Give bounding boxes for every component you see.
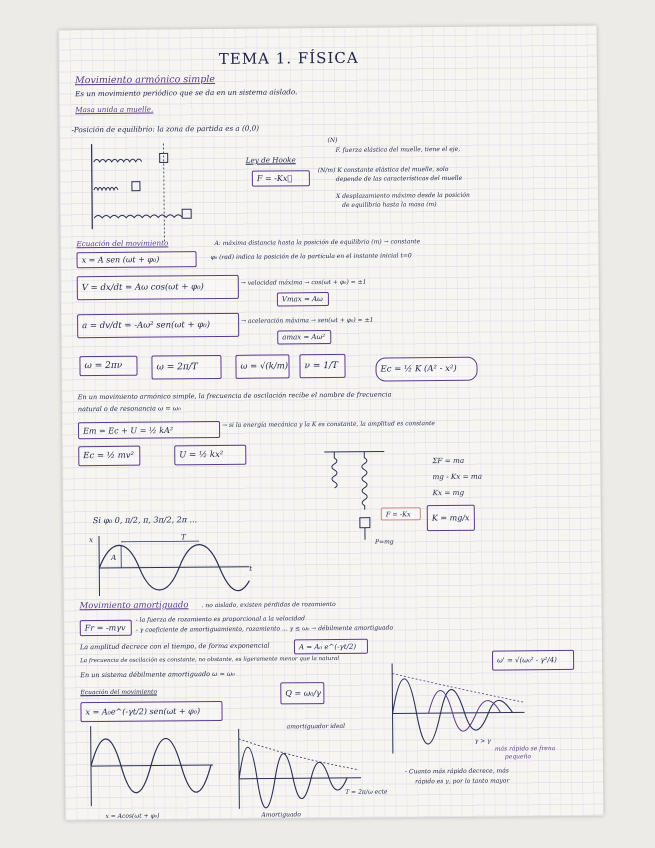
gamma-comparison: γ > γ bbox=[474, 737, 491, 745]
conclusion-line-2: rápido es γ, por lo tanto mayor bbox=[415, 777, 510, 786]
frequency-line: La frecuencia de oscilación es constante, no obstante, es ligeramente menor que la natural bbox=[80, 655, 340, 665]
hooke-title: Ley de Hooke bbox=[245, 155, 296, 165]
vmax-box bbox=[277, 292, 329, 306]
force-eq-2: mg - Kx = ma bbox=[432, 471, 483, 482]
phase-description: φ₀ (rad) indica la posición de la partícula en el instante inicial t=0 bbox=[210, 252, 412, 262]
equation-heading: Ecuación del movimiento bbox=[76, 238, 169, 249]
kinetic-energy-2-box bbox=[78, 446, 140, 467]
kinetic-energy-2-formula: Ec = ½ mv² bbox=[83, 450, 135, 462]
acceleration-note: → aceleración máxima → sen(ωt + φ₀) = ±1 bbox=[241, 316, 374, 325]
position-formula-box bbox=[76, 251, 196, 268]
spring-force-box bbox=[381, 507, 421, 520]
friction-note-1: - la fuerza de rozamiento es proporcional a la velocidad bbox=[135, 615, 305, 624]
legend-newton: (N) bbox=[327, 136, 338, 145]
graph-x-label: x bbox=[88, 535, 94, 545]
section-heading-damped: Movimiento amortiguado bbox=[79, 600, 189, 612]
graph-amplitude-label: A bbox=[111, 552, 117, 562]
graph-period-label: T bbox=[180, 532, 186, 542]
acceleration-formula: a = dv/dt = -Aω² sen(ωt + φ₀) bbox=[82, 320, 211, 332]
legend-k: (N/m) K constante elástica del muelle, solo bbox=[317, 165, 449, 175]
nu-box bbox=[299, 354, 345, 378]
velocity-formula-box bbox=[77, 275, 239, 300]
mechanical-energy-note: → si la energía mecánica y la K es constante, la amplitud es constante bbox=[221, 420, 435, 429]
position-formula: x = A sen (ωt + φ₀) bbox=[81, 254, 160, 265]
phase-values: Si φ₀ 0, π/2, π, 3π/2, 2π ... bbox=[92, 515, 198, 526]
vertical-spring-diagram bbox=[324, 447, 395, 538]
omega-formula-2: ω = 2π/T bbox=[156, 362, 198, 373]
force-eq-1: ΣF = ma bbox=[432, 455, 465, 466]
velocity-note: → velocidad máxima → cos(ωt + φ₀) = ±1 bbox=[240, 278, 367, 287]
damped-frequency-formula: ω' = √(ω₀² - γ²/4) bbox=[497, 656, 557, 665]
velocity-formula: V = dx/dt = Aω cos(ωt + φ₀) bbox=[81, 282, 204, 294]
nu-formula: ν = 1/T bbox=[304, 360, 339, 372]
undamped-graph-label: x = Acos(ωt + φ₀) bbox=[105, 812, 160, 820]
section-heading-mas: Movimiento armónico simple bbox=[74, 73, 216, 87]
gamma-note-1: más rápido se frena bbox=[494, 745, 556, 753]
damped-position-box bbox=[80, 701, 222, 722]
omega-box-3 bbox=[235, 354, 289, 378]
quality-factor-box bbox=[280, 682, 324, 704]
mas-subheading: Masa unida a muelle. bbox=[75, 104, 154, 115]
period-label: T = 2π/ω ecte bbox=[345, 788, 388, 796]
legend-x-2: de equilibrio hasta la masa (m) bbox=[342, 201, 437, 209]
amax-formula: amax = Aω² bbox=[282, 333, 326, 342]
potential-energy-box bbox=[174, 445, 246, 466]
damping-comparison-graph bbox=[388, 662, 529, 753]
notebook-page bbox=[59, 26, 604, 821]
position-equilibrium: -Posición de equilibrio: la zona de partida es a (0,0) bbox=[71, 123, 260, 135]
kinetic-energy-box bbox=[375, 357, 477, 382]
omega-box-1 bbox=[79, 356, 137, 377]
resonance-line-1: En un movimiento armónico simple, la frecuencia de oscilación recibe el nombre de frecuencia bbox=[77, 390, 392, 402]
mas-intro: Es un movimiento periódico que se da en un sistema aislado. bbox=[75, 87, 298, 99]
k-formula: K = mg/x bbox=[431, 513, 470, 523]
ideal-damper-label: amortiguador ideal bbox=[286, 722, 346, 731]
potential-energy-formula: U = ½ kx² bbox=[179, 449, 224, 461]
amplitude-formula-box bbox=[294, 639, 368, 655]
weak-damping-line: En un sistema débilmente amortiguado ω ≈ ω₀ bbox=[80, 669, 235, 680]
damped-eq-heading: Ecuación del movimiento bbox=[80, 688, 158, 697]
springs-diagram bbox=[90, 143, 241, 244]
force-eq-3: Kx = mg bbox=[432, 487, 465, 498]
acceleration-formula-box bbox=[77, 313, 239, 338]
damped-graph-label: Amortiguado bbox=[261, 811, 302, 819]
friction-note-2: - γ coeficiente de amortiguamiento, rozamiento ... γ ≤ ω₀ → débilmente amortiguado bbox=[135, 624, 394, 634]
damped-heading-note: . no aislado, existen pérdidas de rozamiento bbox=[201, 600, 336, 610]
quality-factor-formula: Q = ω₀/γ bbox=[285, 688, 321, 698]
conclusion-line-1: - Cuanto más rápido decrece, más bbox=[405, 767, 509, 776]
legend-f: F. fuerza elástica del muelle, tiene el eje, bbox=[335, 145, 461, 154]
amax-box bbox=[277, 330, 331, 344]
page-title: TEMA 1. FÍSICA bbox=[218, 48, 359, 68]
sine-graph bbox=[93, 532, 254, 596]
vmax-formula: Vmax = Aω bbox=[281, 295, 323, 304]
mechanical-energy-formula: Em = Ec + U = ½ kA² bbox=[83, 425, 174, 436]
hooke-formula-box bbox=[252, 170, 310, 187]
damped-position-formula: x = A₀e^(-γt/2) sen(ωt + φ₀) bbox=[85, 706, 201, 717]
gamma-note-2: pequeño bbox=[504, 753, 532, 761]
amplitude-description: A: máxima distancia hasta la posición de equilibrio (m) → constante bbox=[214, 238, 421, 248]
graph-time-label: t bbox=[249, 563, 253, 573]
resonance-line-2: natural o de resonancia ω = ω₀ bbox=[77, 404, 181, 414]
mechanical-energy-box bbox=[78, 421, 220, 439]
omega-box-2 bbox=[151, 355, 221, 380]
spring-force-label: F = -Kx bbox=[385, 509, 411, 519]
omega-formula-1: ω = 2πν bbox=[84, 360, 123, 372]
amplitude-line: La amplitud decrece con el tiempo, de forma exponencial bbox=[79, 641, 270, 652]
amplitude-formula: A = A₀ e^(-γt/2) bbox=[298, 642, 357, 651]
omega-formula-3: ω = √(k/m) bbox=[240, 361, 289, 372]
weight-label: P=mg bbox=[375, 538, 394, 546]
k-formula-box bbox=[427, 505, 475, 531]
friction-force-formula: Fr = -mγv bbox=[84, 623, 126, 633]
undamped-graph bbox=[87, 725, 218, 806]
kinetic-energy-formula: Ec = ½ K (A² - x²) bbox=[380, 363, 457, 375]
legend-x: X desplazamiento máximo desde la posición bbox=[335, 191, 470, 200]
hooke-formula: F = -Kx⃗ bbox=[256, 173, 293, 184]
friction-force-box bbox=[80, 620, 132, 636]
legend-k-2: depende de las características del muelle bbox=[335, 174, 463, 183]
